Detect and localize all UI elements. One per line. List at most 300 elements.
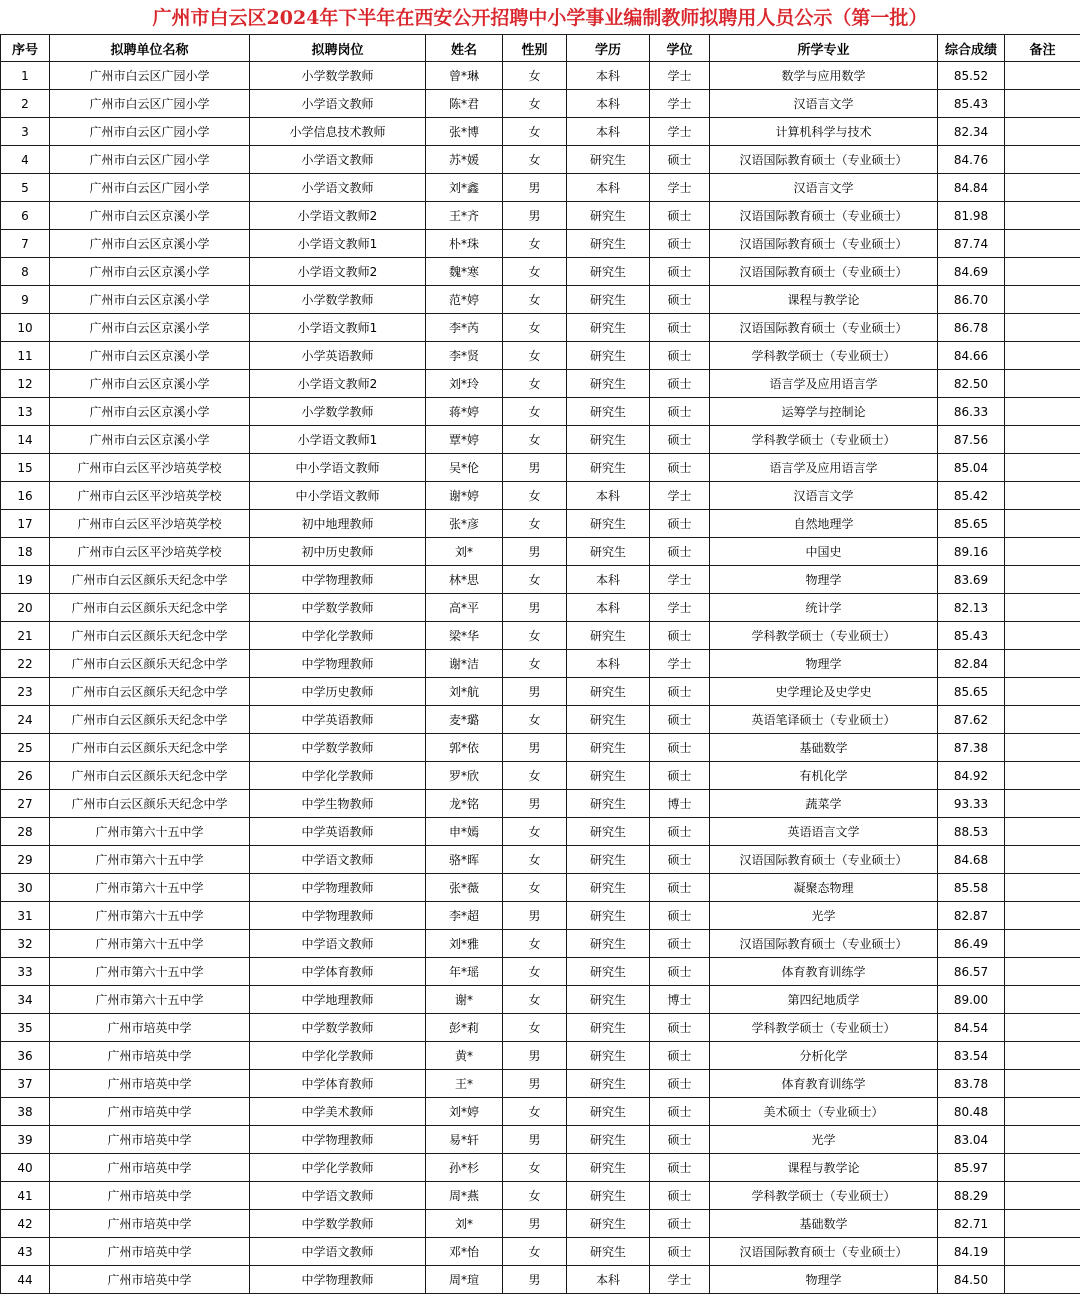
cell-remarks (1005, 1266, 1080, 1294)
table-row (1, 538, 1080, 566)
cell-name: 邓*怡 (426, 1238, 503, 1266)
cell-remarks (1005, 1014, 1080, 1042)
cell-position: 小学数学教师 (250, 398, 426, 426)
cell-degree: 硕士 (650, 370, 710, 398)
cell-index: 19 (1, 566, 50, 594)
cell-remarks (1005, 790, 1080, 818)
cell-education: 研究生 (567, 342, 650, 370)
cell-score: 87.56 (938, 426, 1005, 454)
cell-position: 中学生物教师 (250, 790, 426, 818)
table-row (1, 1154, 1080, 1182)
cell-position: 初中历史教师 (250, 538, 426, 566)
header-position: 拟聘岗位 (250, 35, 426, 62)
cell-index: 17 (1, 510, 50, 538)
cell-education: 研究生 (567, 958, 650, 986)
cell-education: 本科 (567, 566, 650, 594)
cell-degree: 硕士 (650, 538, 710, 566)
cell-education: 研究生 (567, 1098, 650, 1126)
cell-degree: 硕士 (650, 902, 710, 930)
cell-position: 小学语文教师2 (250, 202, 426, 230)
table-row (1, 202, 1080, 230)
cell-name: 谢* (426, 986, 503, 1014)
cell-unit: 广州市白云区京溪小学 (50, 230, 250, 258)
table-row (1, 1266, 1080, 1294)
table-header-row (1, 35, 1080, 62)
cell-name: 刘* (426, 538, 503, 566)
cell-name: 彭*莉 (426, 1014, 503, 1042)
cell-unit: 广州市白云区平沙培英学校 (50, 538, 250, 566)
cell-position: 中学化学教师 (250, 622, 426, 650)
cell-position: 中学语文教师 (250, 930, 426, 958)
cell-major: 体育教育训练学 (710, 958, 938, 986)
cell-position: 小学语文教师 (250, 146, 426, 174)
cell-degree: 博士 (650, 790, 710, 818)
cell-name: 张*博 (426, 118, 503, 146)
cell-degree: 学士 (650, 174, 710, 202)
cell-major: 数学与应用数学 (710, 62, 938, 90)
cell-gender: 女 (503, 1238, 567, 1266)
cell-position: 中学英语教师 (250, 818, 426, 846)
cell-remarks (1005, 930, 1080, 958)
cell-degree: 硕士 (650, 1098, 710, 1126)
cell-remarks (1005, 1042, 1080, 1070)
cell-score: 85.65 (938, 678, 1005, 706)
cell-remarks (1005, 706, 1080, 734)
cell-position: 中学英语教师 (250, 706, 426, 734)
cell-major: 英语语言文学 (710, 818, 938, 846)
cell-position: 中小学语文教师 (250, 454, 426, 482)
cell-unit: 广州市培英中学 (50, 1042, 250, 1070)
cell-index: 43 (1, 1238, 50, 1266)
table-row (1, 230, 1080, 258)
cell-major: 统计学 (710, 594, 938, 622)
cell-major: 凝聚态物理 (710, 874, 938, 902)
cell-unit: 广州市白云区颜乐天纪念中学 (50, 622, 250, 650)
cell-name: 申*嫣 (426, 818, 503, 846)
cell-education: 本科 (567, 650, 650, 678)
cell-position: 中学语文教师 (250, 846, 426, 874)
cell-unit: 广州市培英中学 (50, 1014, 250, 1042)
cell-remarks (1005, 678, 1080, 706)
cell-position: 中学历史教师 (250, 678, 426, 706)
cell-degree: 学士 (650, 566, 710, 594)
cell-name: 刘*鑫 (426, 174, 503, 202)
cell-index: 1 (1, 62, 50, 90)
cell-unit: 广州市白云区广园小学 (50, 174, 250, 202)
cell-score: 88.29 (938, 1182, 1005, 1210)
cell-remarks (1005, 398, 1080, 426)
cell-major: 蔬菜学 (710, 790, 938, 818)
cell-education: 研究生 (567, 1154, 650, 1182)
table-row (1, 706, 1080, 734)
cell-index: 37 (1, 1070, 50, 1098)
cell-score: 82.84 (938, 650, 1005, 678)
cell-score: 82.87 (938, 902, 1005, 930)
cell-major: 汉语国际教育硕士（专业硕士） (710, 258, 938, 286)
cell-gender: 女 (503, 510, 567, 538)
cell-name: 梁*华 (426, 622, 503, 650)
cell-position: 初中地理教师 (250, 510, 426, 538)
cell-index: 38 (1, 1098, 50, 1126)
cell-education: 研究生 (567, 1070, 650, 1098)
cell-score: 84.68 (938, 846, 1005, 874)
cell-unit: 广州市白云区颜乐天纪念中学 (50, 762, 250, 790)
header-unit: 拟聘单位名称 (50, 35, 250, 62)
cell-position: 小学英语教师 (250, 342, 426, 370)
cell-major: 光学 (710, 1126, 938, 1154)
cell-index: 36 (1, 1042, 50, 1070)
cell-major: 课程与教学论 (710, 1154, 938, 1182)
cell-index: 20 (1, 594, 50, 622)
cell-major: 运筹学与控制论 (710, 398, 938, 426)
cell-unit: 广州市白云区颜乐天纪念中学 (50, 790, 250, 818)
cell-degree: 硕士 (650, 230, 710, 258)
cell-name: 骆*晖 (426, 846, 503, 874)
cell-unit: 广州市白云区京溪小学 (50, 342, 250, 370)
cell-position: 中学地理教师 (250, 986, 426, 1014)
cell-score: 86.33 (938, 398, 1005, 426)
cell-education: 研究生 (567, 510, 650, 538)
cell-score: 82.13 (938, 594, 1005, 622)
cell-gender: 女 (503, 930, 567, 958)
cell-gender: 男 (503, 1210, 567, 1238)
cell-gender: 男 (503, 734, 567, 762)
cell-score: 81.98 (938, 202, 1005, 230)
cell-index: 44 (1, 1266, 50, 1294)
cell-education: 研究生 (567, 790, 650, 818)
table-row (1, 398, 1080, 426)
cell-name: 李*超 (426, 902, 503, 930)
cell-remarks (1005, 566, 1080, 594)
cell-remarks (1005, 230, 1080, 258)
cell-remarks (1005, 286, 1080, 314)
cell-education: 研究生 (567, 202, 650, 230)
cell-name: 李*芮 (426, 314, 503, 342)
cell-unit: 广州市培英中学 (50, 1210, 250, 1238)
cell-education: 研究生 (567, 818, 650, 846)
cell-unit: 广州市培英中学 (50, 1098, 250, 1126)
cell-remarks (1005, 510, 1080, 538)
cell-education: 研究生 (567, 1210, 650, 1238)
cell-gender: 女 (503, 370, 567, 398)
cell-gender: 女 (503, 1182, 567, 1210)
cell-position: 小学语文教师1 (250, 426, 426, 454)
cell-education: 研究生 (567, 538, 650, 566)
cell-score: 86.70 (938, 286, 1005, 314)
cell-remarks (1005, 62, 1080, 90)
cell-gender: 女 (503, 874, 567, 902)
cell-score: 85.43 (938, 90, 1005, 118)
cell-gender: 女 (503, 314, 567, 342)
cell-major: 体育教育训练学 (710, 1070, 938, 1098)
cell-major: 汉语言文学 (710, 174, 938, 202)
cell-remarks (1005, 594, 1080, 622)
table-row (1, 1098, 1080, 1126)
cell-position: 中学物理教师 (250, 1266, 426, 1294)
cell-education: 研究生 (567, 762, 650, 790)
table-row (1, 1014, 1080, 1042)
header-gender: 性别 (503, 35, 567, 62)
cell-gender: 男 (503, 1070, 567, 1098)
table-row (1, 426, 1080, 454)
table-body (1, 62, 1080, 1294)
header-name: 姓名 (426, 35, 503, 62)
cell-unit: 广州市白云区平沙培英学校 (50, 510, 250, 538)
cell-gender: 男 (503, 902, 567, 930)
cell-degree: 硕士 (650, 734, 710, 762)
cell-major: 自然地理学 (710, 510, 938, 538)
table-row (1, 342, 1080, 370)
cell-unit: 广州市白云区颜乐天纪念中学 (50, 650, 250, 678)
cell-name: 李*贤 (426, 342, 503, 370)
cell-remarks (1005, 650, 1080, 678)
cell-degree: 硕士 (650, 846, 710, 874)
cell-unit: 广州市第六十五中学 (50, 846, 250, 874)
cell-remarks (1005, 90, 1080, 118)
cell-gender: 女 (503, 1154, 567, 1182)
cell-degree: 学士 (650, 650, 710, 678)
table-row (1, 762, 1080, 790)
table-row (1, 818, 1080, 846)
cell-degree: 硕士 (650, 1238, 710, 1266)
cell-remarks (1005, 426, 1080, 454)
cell-index: 30 (1, 874, 50, 902)
cell-gender: 女 (503, 62, 567, 90)
cell-gender: 女 (503, 258, 567, 286)
cell-score: 88.53 (938, 818, 1005, 846)
cell-name: 刘*雅 (426, 930, 503, 958)
header-index: 序号 (1, 35, 50, 62)
cell-gender: 男 (503, 1266, 567, 1294)
cell-gender: 男 (503, 790, 567, 818)
cell-major: 语言学及应用语言学 (710, 370, 938, 398)
cell-major: 学科教学硕士（专业硕士） (710, 342, 938, 370)
cell-gender: 女 (503, 146, 567, 174)
cell-degree: 学士 (650, 594, 710, 622)
cell-unit: 广州市白云区京溪小学 (50, 258, 250, 286)
cell-education: 本科 (567, 594, 650, 622)
cell-index: 2 (1, 90, 50, 118)
cell-education: 研究生 (567, 1238, 650, 1266)
cell-education: 研究生 (567, 1126, 650, 1154)
cell-unit: 广州市培英中学 (50, 1238, 250, 1266)
cell-major: 基础数学 (710, 734, 938, 762)
cell-major: 汉语国际教育硕士（专业硕士） (710, 146, 938, 174)
cell-education: 研究生 (567, 230, 650, 258)
cell-position: 中学数学教师 (250, 1014, 426, 1042)
cell-score: 85.04 (938, 454, 1005, 482)
cell-remarks (1005, 902, 1080, 930)
table-row (1, 1210, 1080, 1238)
cell-name: 朴*珠 (426, 230, 503, 258)
cell-unit: 广州市白云区颜乐天纪念中学 (50, 678, 250, 706)
cell-major: 史学理论及史学史 (710, 678, 938, 706)
cell-degree: 硕士 (650, 286, 710, 314)
cell-score: 85.42 (938, 482, 1005, 510)
cell-major: 语言学及应用语言学 (710, 454, 938, 482)
cell-education: 研究生 (567, 258, 650, 286)
cell-unit: 广州市白云区广园小学 (50, 62, 250, 90)
recruitment-table (0, 34, 1080, 1294)
cell-gender: 男 (503, 678, 567, 706)
cell-major: 英语笔译硕士（专业硕士） (710, 706, 938, 734)
cell-score: 83.04 (938, 1126, 1005, 1154)
cell-remarks (1005, 370, 1080, 398)
cell-education: 研究生 (567, 622, 650, 650)
cell-education: 研究生 (567, 874, 650, 902)
cell-name: 龙*铭 (426, 790, 503, 818)
cell-remarks (1005, 1154, 1080, 1182)
cell-name: 曾*琳 (426, 62, 503, 90)
cell-remarks (1005, 818, 1080, 846)
cell-major: 光学 (710, 902, 938, 930)
cell-unit: 广州市白云区广园小学 (50, 146, 250, 174)
cell-unit: 广州市培英中学 (50, 1182, 250, 1210)
cell-name: 刘* (426, 1210, 503, 1238)
cell-index: 24 (1, 706, 50, 734)
cell-degree: 硕士 (650, 454, 710, 482)
cell-score: 85.52 (938, 62, 1005, 90)
table-row (1, 286, 1080, 314)
cell-unit: 广州市白云区颜乐天纪念中学 (50, 566, 250, 594)
cell-score: 84.92 (938, 762, 1005, 790)
cell-major: 美术硕士（专业硕士） (710, 1098, 938, 1126)
cell-education: 本科 (567, 482, 650, 510)
cell-unit: 广州市培英中学 (50, 1126, 250, 1154)
cell-education: 研究生 (567, 678, 650, 706)
cell-name: 王* (426, 1070, 503, 1098)
cell-index: 15 (1, 454, 50, 482)
cell-score: 84.76 (938, 146, 1005, 174)
cell-index: 3 (1, 118, 50, 146)
cell-position: 小学信息技术教师 (250, 118, 426, 146)
cell-index: 14 (1, 426, 50, 454)
cell-position: 中学物理教师 (250, 902, 426, 930)
cell-education: 研究生 (567, 1182, 650, 1210)
cell-index: 29 (1, 846, 50, 874)
cell-major: 物理学 (710, 1266, 938, 1294)
cell-position: 中学物理教师 (250, 874, 426, 902)
cell-position: 中学化学教师 (250, 1042, 426, 1070)
cell-education: 本科 (567, 1266, 650, 1294)
cell-remarks (1005, 1126, 1080, 1154)
cell-score: 87.38 (938, 734, 1005, 762)
cell-position: 中学体育教师 (250, 958, 426, 986)
cell-remarks (1005, 342, 1080, 370)
table-row (1, 510, 1080, 538)
cell-gender: 女 (503, 426, 567, 454)
cell-major: 汉语国际教育硕士（专业硕士） (710, 1238, 938, 1266)
cell-degree: 硕士 (650, 818, 710, 846)
table-row (1, 846, 1080, 874)
cell-index: 11 (1, 342, 50, 370)
cell-major: 物理学 (710, 566, 938, 594)
table-row (1, 174, 1080, 202)
cell-name: 覃*婷 (426, 426, 503, 454)
cell-degree: 博士 (650, 986, 710, 1014)
cell-name: 刘*玲 (426, 370, 503, 398)
cell-major: 汉语国际教育硕士（专业硕士） (710, 846, 938, 874)
cell-gender: 男 (503, 594, 567, 622)
cell-unit: 广州市第六十五中学 (50, 874, 250, 902)
cell-remarks (1005, 734, 1080, 762)
cell-position: 中小学语文教师 (250, 482, 426, 510)
cell-remarks (1005, 1182, 1080, 1210)
cell-major: 汉语国际教育硕士（专业硕士） (710, 202, 938, 230)
cell-education: 研究生 (567, 1014, 650, 1042)
cell-gender: 男 (503, 1126, 567, 1154)
cell-name: 周*燕 (426, 1182, 503, 1210)
cell-score: 93.33 (938, 790, 1005, 818)
cell-remarks (1005, 146, 1080, 174)
cell-gender: 女 (503, 566, 567, 594)
cell-gender: 女 (503, 482, 567, 510)
cell-score: 89.16 (938, 538, 1005, 566)
table-row (1, 62, 1080, 90)
cell-remarks (1005, 482, 1080, 510)
cell-degree: 硕士 (650, 678, 710, 706)
cell-position: 小学数学教师 (250, 62, 426, 90)
cell-unit: 广州市白云区京溪小学 (50, 314, 250, 342)
cell-score: 83.69 (938, 566, 1005, 594)
cell-degree: 学士 (650, 118, 710, 146)
cell-education: 研究生 (567, 146, 650, 174)
cell-index: 26 (1, 762, 50, 790)
page-title: 广州市白云区2024年下半年在西安公开招聘中小学事业编制教师拟聘用人员公示（第一批） (0, 0, 1080, 34)
cell-index: 8 (1, 258, 50, 286)
cell-position: 小学语文教师1 (250, 314, 426, 342)
cell-unit: 广州市白云区广园小学 (50, 90, 250, 118)
cell-degree: 硕士 (650, 1042, 710, 1070)
table-row (1, 594, 1080, 622)
cell-index: 6 (1, 202, 50, 230)
table-row (1, 146, 1080, 174)
cell-unit: 广州市白云区颜乐天纪念中学 (50, 706, 250, 734)
cell-index: 13 (1, 398, 50, 426)
cell-unit: 广州市第六十五中学 (50, 958, 250, 986)
cell-major: 汉语言文学 (710, 90, 938, 118)
cell-degree: 硕士 (650, 1014, 710, 1042)
cell-degree: 学士 (650, 62, 710, 90)
cell-major: 汉语言文学 (710, 482, 938, 510)
cell-degree: 硕士 (650, 510, 710, 538)
cell-name: 黄* (426, 1042, 503, 1070)
cell-position: 中学数学教师 (250, 594, 426, 622)
cell-education: 研究生 (567, 286, 650, 314)
cell-score: 86.57 (938, 958, 1005, 986)
cell-position: 中学物理教师 (250, 650, 426, 678)
cell-education: 本科 (567, 118, 650, 146)
cell-major: 物理学 (710, 650, 938, 678)
cell-remarks (1005, 846, 1080, 874)
cell-major: 汉语国际教育硕士（专业硕士） (710, 230, 938, 258)
cell-gender: 女 (503, 762, 567, 790)
cell-index: 27 (1, 790, 50, 818)
cell-major: 学科教学硕士（专业硕士） (710, 622, 938, 650)
cell-education: 研究生 (567, 734, 650, 762)
cell-name: 年*瑶 (426, 958, 503, 986)
cell-score: 83.78 (938, 1070, 1005, 1098)
cell-score: 84.19 (938, 1238, 1005, 1266)
cell-position: 中学语文教师 (250, 1238, 426, 1266)
cell-position: 中学体育教师 (250, 1070, 426, 1098)
cell-degree: 硕士 (650, 1070, 710, 1098)
cell-unit: 广州市白云区平沙培英学校 (50, 482, 250, 510)
cell-index: 25 (1, 734, 50, 762)
cell-index: 12 (1, 370, 50, 398)
cell-major: 课程与教学论 (710, 286, 938, 314)
cell-education: 研究生 (567, 314, 650, 342)
